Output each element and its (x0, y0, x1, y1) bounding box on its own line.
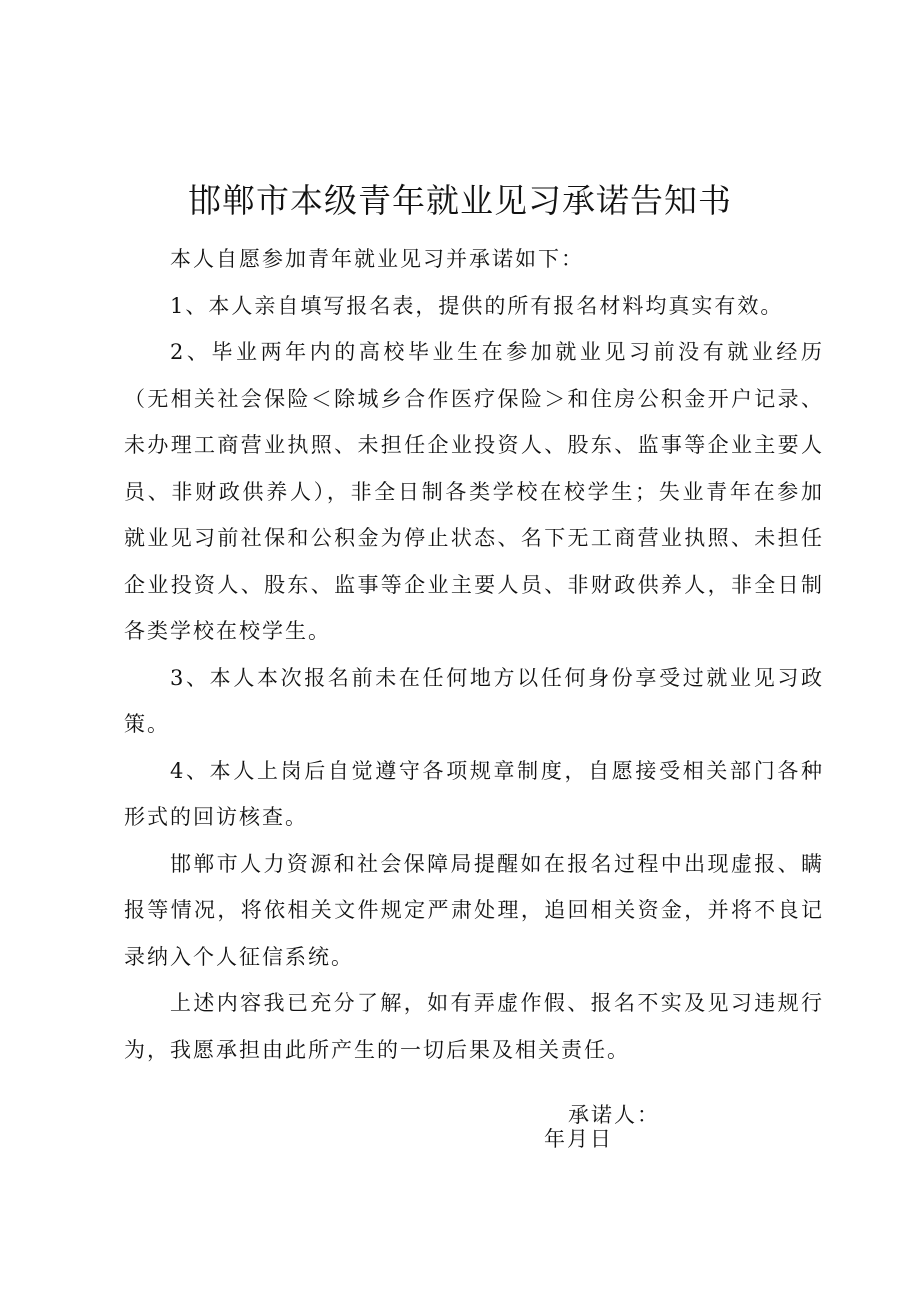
paragraph-reminder: 邯郸市人力资源和社会保障局提醒如在报名过程中出现虚报、瞒报等情况，将依相关文件规定严肃处理，追回相关资金，并将不良记录纳入个人征信系统。 (124, 851, 824, 969)
paragraph-item-2: 2、毕业两年内的高校毕业生在参加就业见习前没有就业经历（无相关社会保险＜除城乡合作医疗保险＞和住房公积金开户记录、未办理工商营业执照、未担任企业投资人、股东、监事等企业主要人员、非财政供养人），非全日制各类学校在校学生；失业青年在参加就业见习前社保和公积金为停止状态、名下无工商营业执照、未担任企业投资人、股东、监事等企业主要人员、非财政供养人，非全日制各类学校在校学生。 (124, 340, 824, 643)
paragraph-acknowledgement: 上述内容我已充分了解，如有弄虚作假、报名不实及见习违规行为，我愿承担由此所产生的一切后果及相关责任。 (124, 991, 824, 1062)
paragraph-item-3: 3、本人本次报名前未在任何地方以任何身份享受过就业见习政策。 (124, 665, 824, 736)
date-label: 年月日 (544, 1127, 613, 1151)
paragraph-item-1: 1、本人亲自填写报名表，提供的所有报名材料均真实有效。 (170, 293, 784, 318)
document-body (124, 236, 824, 1073)
paragraph-item-4: 4、本人上岗后自觉遵守各项规章制度，自愿接受相关部门各种形式的回访核查。 (124, 758, 824, 829)
paragraph-intro: 本人自愿参加青年就业见习并承诺如下： (170, 247, 584, 271)
document-title: 邯郸市本级青年就业见习承诺告知书 (188, 181, 732, 220)
signature-label: 承诺人： (568, 1103, 660, 1127)
